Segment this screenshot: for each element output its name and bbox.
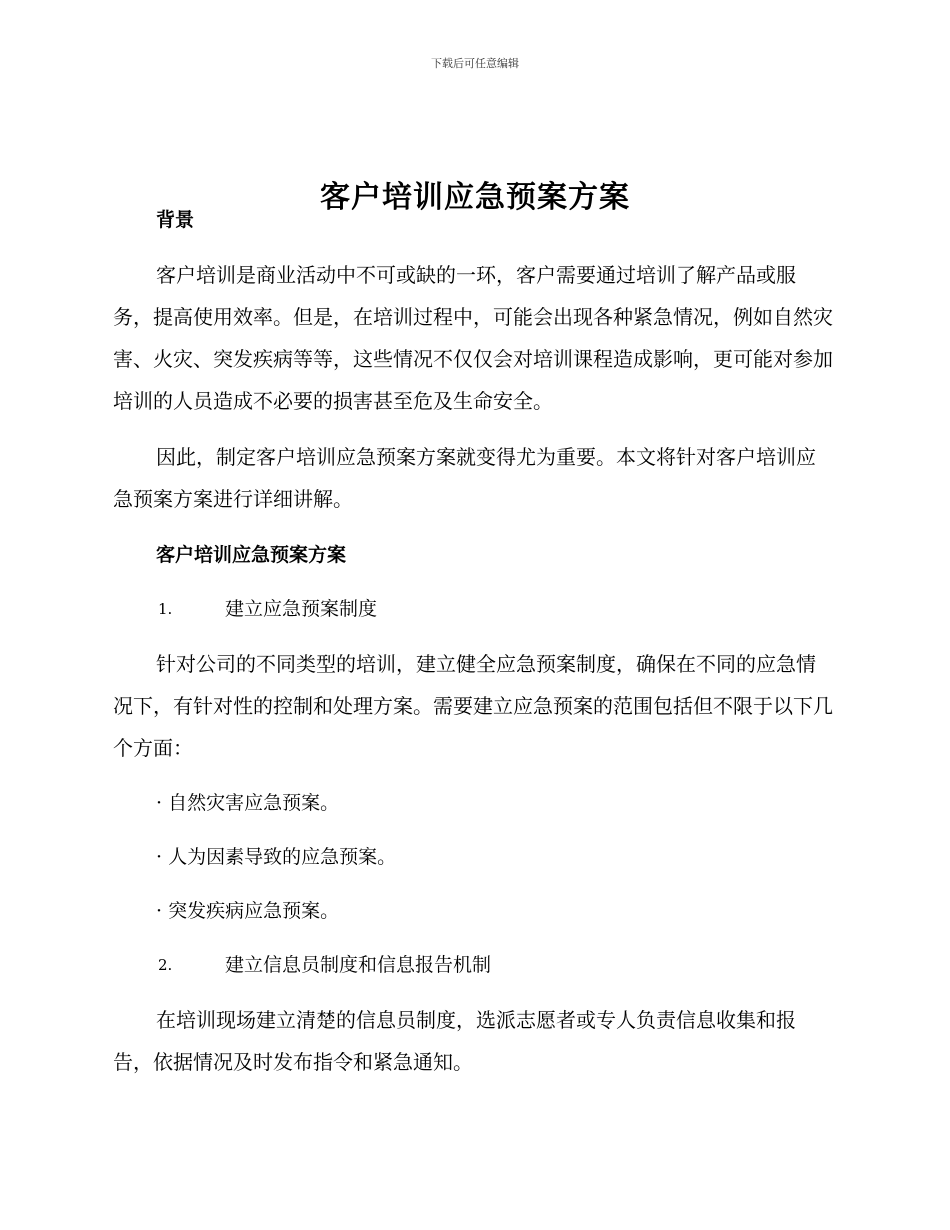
paragraph: 因此，制定客户培训应急预案方案就变得尤为重要。本文将针对客户培训应急预案方案进行详细讲解。	[113, 445, 816, 511]
paragraph: 客户培训是商业活动中不可或缺的一环，客户需要通过培训了解产品或服务，提高使用效率。但是，在培训过程中，可能会出现各种紧急情况，例如自然灾害、火灾、突发疾病等等，这些情况不仅仅会对培训课程造成影响，更可能对参加培训的人员造成不必要的损害甚至危及生命安全。	[113, 263, 833, 413]
bullet-item: · 突发疾病应急预案。	[156, 900, 340, 922]
page-header-note: 下载后可任意编辑	[431, 57, 519, 70]
document-title: 客户培训应急预案方案	[320, 180, 630, 216]
paragraph: 针对公司的不同类型的培训，建立健全应急预案制度，确保在不同的应急情况下，有针对性的控制和处理方案。需要建立应急预案的范围包括但不限于以下几个方面：	[113, 652, 833, 760]
numbered-item-heading	[113, 589, 833, 629]
item-number: 2.	[158, 956, 173, 974]
item-title: 建立应急预案制度	[225, 598, 378, 620]
numbered-item-heading	[113, 945, 833, 985]
document-body	[113, 200, 833, 1083]
section-heading-background: 背景	[156, 209, 195, 231]
item-number: 1.	[158, 600, 173, 618]
section-heading-plan: 客户培训应急预案方案	[156, 544, 347, 566]
paragraph: 在培训现场建立清楚的信息员制度，选派志愿者或专人负责信息收集和报告，依据情况及时发布指令和紧急通知。	[113, 1008, 796, 1074]
bullet-item: · 人为因素导致的应急预案。	[156, 846, 397, 868]
item-title: 建立信息员制度和信息报告机制	[225, 954, 492, 976]
bullet-item: · 自然灾害应急预案。	[156, 792, 340, 814]
